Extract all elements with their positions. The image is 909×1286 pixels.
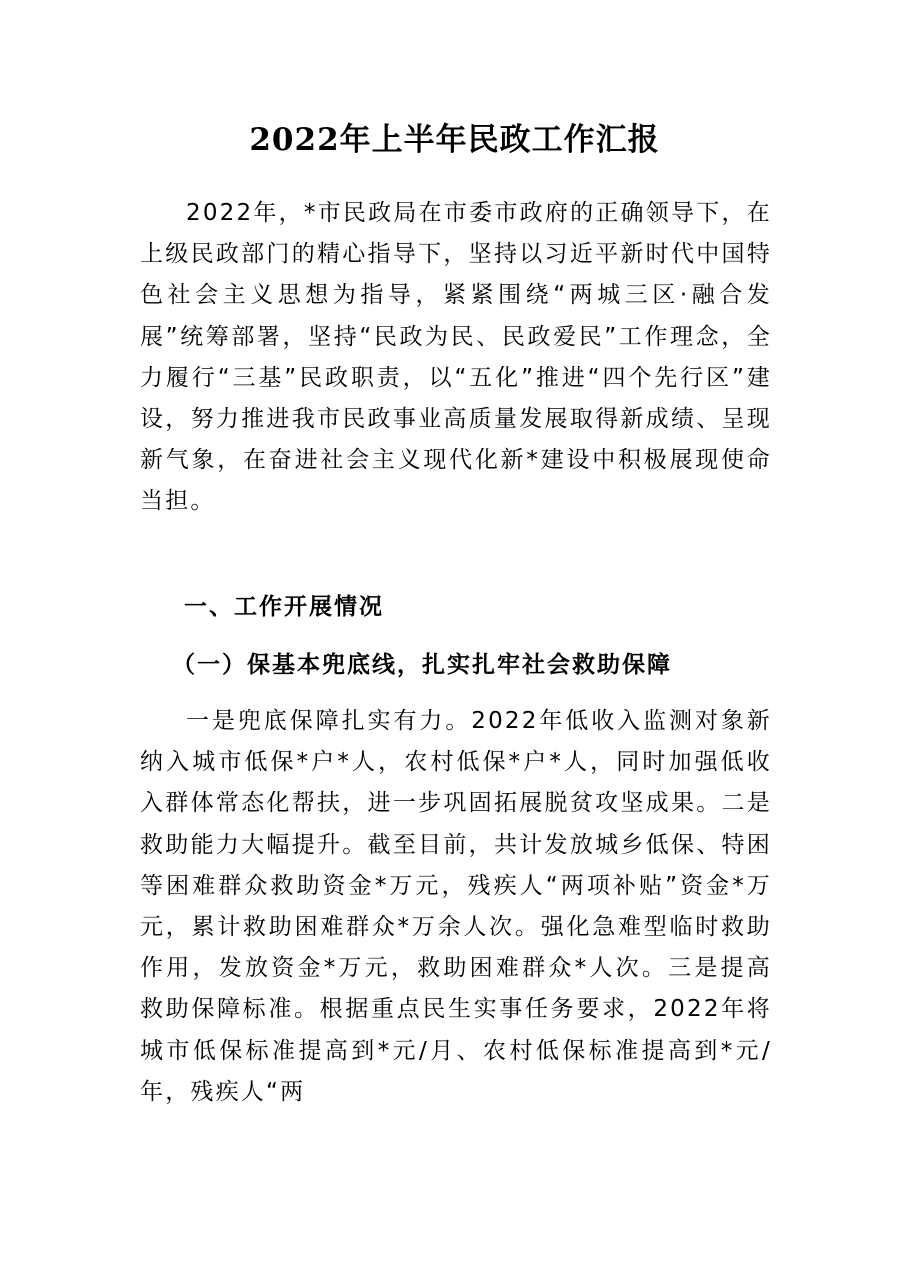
intro-paragraph: 2022年，*市民政局在市委市政府的正确领导下，在上级民政部门的精心指导下，坚持以习近平新时代中国特色社会主义思想为指导，紧紧围绕“两城三区·融合发展”统筹部署，坚持“民政为民、民政爱民”工作理念，全力履行“三基”民政职责，以“五化”推进“四个先行区”建设，努力推进我市民政事业高质量发展取得新成绩、呈现新气象，在奋进社会主义现代化新*建设中积极展现使命当担。 [140,200,772,515]
section-heading: 一、工作开展情况 [184,594,384,620]
document-title: 2022年上半年民政工作汇报 [249,122,660,158]
intro-paragraph-block [140,193,772,523]
body-paragraph-block [140,701,772,1113]
body-paragraph: 一是兜底保障扎实有力。2022年低收入监测对象新纳入城市低保*户*人，农村低保*户*人，同时加强低收入群体常态化帮扶，进一步巩固拓展脱贫攻坚成果。二是救助能力大幅提升。截至目前，共计发放城乡低保、特困等困难群众救助资金*万元，残疾人“两项补贴”资金*万元，累计救助困难群众*万余人次。强化急难型临时救助作用，发放资金*万元，救助困难群众*人次。三是提高救助保障标准。根据重点民生实事任务要求，2022年将城市低保标准提高到*元/月、农村低保标准提高到*元/年，残疾人“两 [140,708,772,1105]
subsection-heading: （一）保基本兜底线，扎实扎牢社会救助保障 [172,652,672,678]
